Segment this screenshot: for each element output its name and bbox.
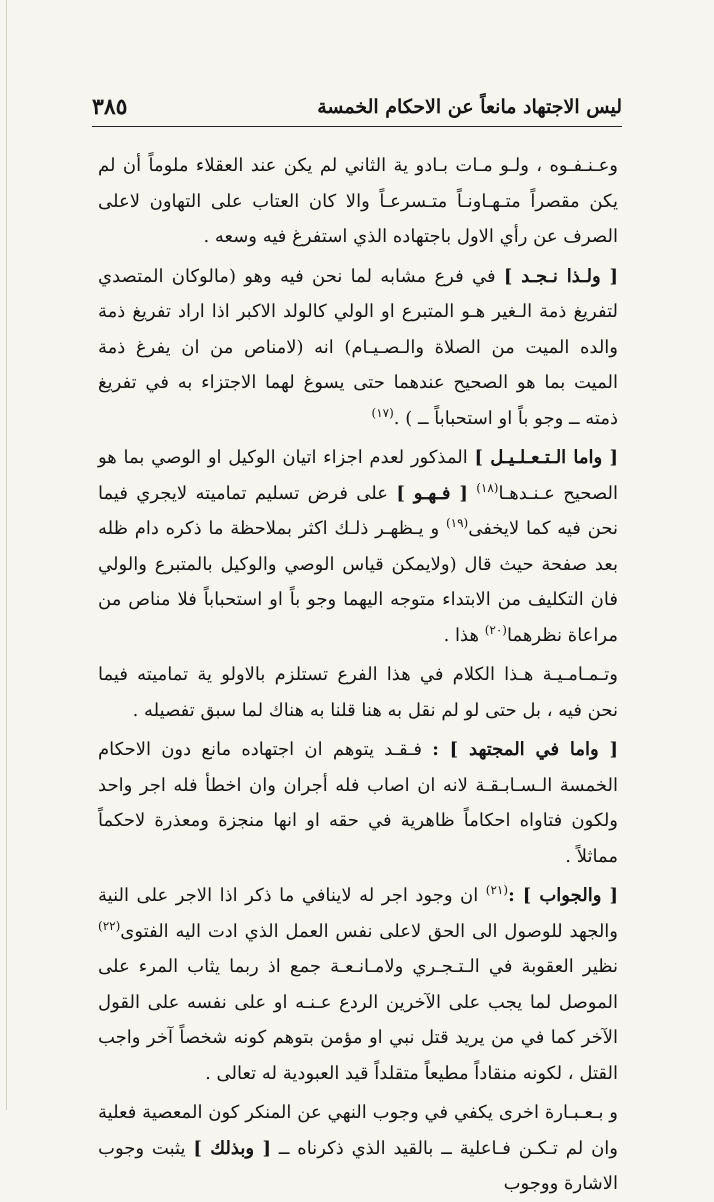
footnote-ref: (٢٠) <box>484 622 507 637</box>
paragraph <box>98 1095 618 1202</box>
text-run: على فرض تسليم تماميته لايجري فيما نحن فيه كما لايخفى <box>98 482 618 539</box>
footnote-ref: (٢١) <box>485 883 509 897</box>
paragraph <box>98 878 618 1091</box>
paragraph <box>98 440 618 653</box>
bracket-heading: [ وبذلك ] <box>193 1137 271 1159</box>
text-run: فـقـد يتوهم ان اجتهاده مانع دون الاحكام الخمسة الـسـابـقـة لانه ان اصاب فله أجران وان اخطأ فله اجر واحد ولكون فتاواه احكاماً ظاهرية في حقه او انها منجزة ومعذرة لاحكماً مماثلاً . <box>98 739 618 867</box>
footnote-ref: (١٩) <box>445 516 469 530</box>
text-run <box>468 483 476 504</box>
paragraph <box>98 259 618 437</box>
text-run: و يـظهـر ذلـك اكثر بملاحظة ما ذكره دام ظله بعد صفحة حيث قال (ولايمكن قياس الوصي والوكيل بالمتبرع والولي فان التكليف من الابتداء متوجه اليهما وجو باً او استحباباً فلا مناص من مراعاة نظرهما <box>98 518 618 646</box>
text-run: يثبت وجوب الاشارة ووجوب <box>98 1137 618 1194</box>
bracket-heading: [ واما في المجتهد ] : <box>432 739 618 760</box>
text-run: وتـمـامـيـة هـذا الكلام في هذا الفرع تستلزم بالاولو ية تماميته فيما نحن فيه ، بل حتى لو لم نقل به هنا قلنا به هناك لما سبق تفصيله . <box>98 664 618 721</box>
footnote-ref: (١٨) <box>476 480 499 495</box>
running-header <box>92 88 622 127</box>
bracket-heading: [ ولـذا نـجـد ] <box>503 265 618 287</box>
bracket-heading: [ واما الـتـعـلـيـل ] <box>474 447 618 468</box>
page-edge <box>6 0 7 1110</box>
text-run: المذكور لعدم اجزاء اتيان الوكيل او الوصي بما هو الصحيح عـنـدهـا <box>98 447 618 504</box>
bracket-heading: [ والجواب ] : <box>508 885 618 906</box>
paragraph <box>98 657 618 728</box>
header-title: ليس الاجتهاد مانعاً عن الاحكام الخمسة <box>317 96 622 118</box>
bracket-heading: [ فـهـو ] <box>396 482 468 504</box>
paragraph <box>98 148 618 255</box>
text-run: في فرع مشابه لما نحن فيه وهو (مالوكان المتصدي لتفريغ ذمة الـغير هـو المتبرع او الولي كالولد الاكبر اذا اراد تفريغ ذمة والده الميت من الصلاة والـصـيـام) انه (لامناص من ان يفرغ ذمة الميت بما هو الصحيح عندهما حتى يسوغ لهما الاجتزاء به في تفريغ ذمته ــ وجو باً او استحباباً ــ ) . <box>98 265 618 429</box>
text-run: هذا . <box>443 624 485 646</box>
footnote-ref: (١٧) <box>371 405 394 420</box>
text-run: و بـعـبـارة اخرى يكفي في وجوب النهي عن المنكر كون المعصية فعلية وان لم تـكـن فـاعلية ــ بالقيد الذي ذكرناه ــ <box>98 1102 618 1159</box>
body-text <box>98 148 618 1202</box>
text-run: ان وجود اجر له لاينافي ما ذكر اذا الاجر على النية والجهد للوصول الى الحق لاعلى نفس العمل الذي ادت اليه الفتوى <box>98 885 618 942</box>
text-run: وعـنـفـوه ، ولـو مـات بـادو ية الثاني لم يكن عند العقلاء ملوماً أن لم يكن مقصراً متـهـاونـاً متـسرعـاً والا كان العتاب على التهاون لاعلى الصرف عن رأي الاول باجتهاده الذي استفرغ فيه وسعه . <box>98 155 618 247</box>
footnote-ref: (٢٢) <box>98 918 121 933</box>
paragraph <box>98 732 618 874</box>
page-number: ٣٨٥ <box>92 94 128 120</box>
text-run: نظير العقوبة في الـتـجـري ولامـانـعـة جمع اذ ربما يثاب المرء على الموصل لما يجب على الآخرين الردع عـنـه او على نفسه على القول الآخر كما في من يريد قتل نبي او مؤمن بتوهم كونه شخصاً آخر واجب القتل ، لكونه منقاداً مطيعاً متقلداً قيد العبودية له تعالى . <box>98 956 618 1084</box>
